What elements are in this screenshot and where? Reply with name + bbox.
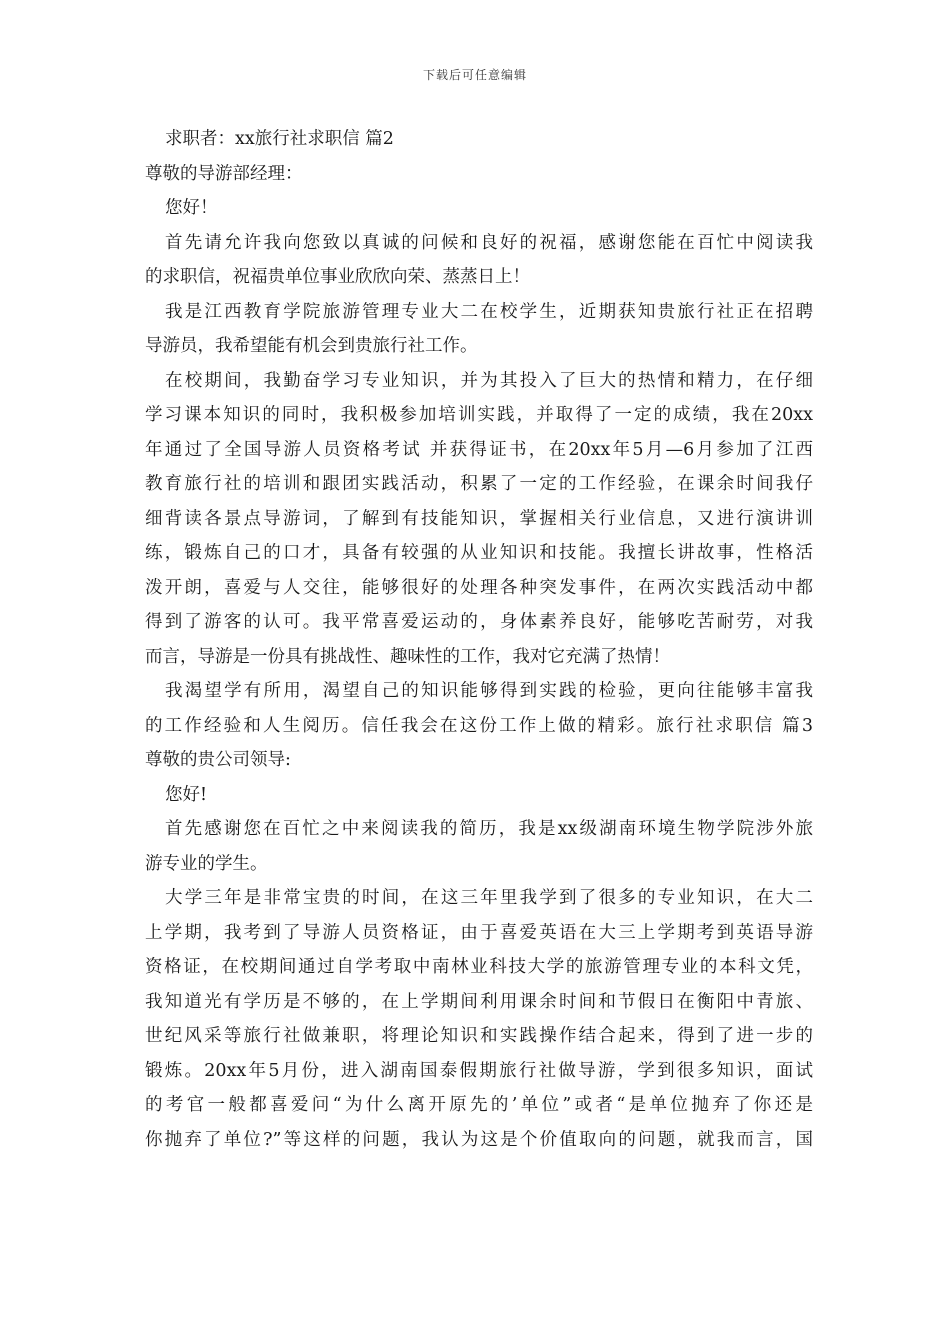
text-line: 细背读各景点导游词，了解到有技能知识，掌握相关行业信息，又进行演讲训 <box>145 508 813 529</box>
document-body <box>145 122 813 1157</box>
text-line: 年通过了全国导游人员资格考试 并获得证书，在20xx年5月—6月参加了江西 <box>145 439 813 460</box>
text-line: 世纪风采等旅行社做兼职，将理论知识和实践操作结合起来，得到了进一步的 <box>145 1026 813 1046</box>
text-line: 锻炼。20xx年5月份，进入湖南国泰假期旅行社做导游，学到很多知识，面试 <box>145 1060 813 1081</box>
text-line: 导游员，我希望能有机会到贵旅行社工作。 <box>145 336 478 356</box>
text-line: 我知道光有学历是不够的，在上学期间利用课余时间和节假日在衡阳中青旅、 <box>145 991 813 1012</box>
text-line: 我是江西教育学院旅游管理专业大二在校学生，近期获知贵旅行社正在招聘 <box>165 301 813 322</box>
page-header-note: 下载后可任意编辑 <box>422 68 527 82</box>
text-line: 学习课本知识的同时，我积极参加培训实践，并取得了一定的成绩，我在20xx <box>145 405 813 425</box>
text-line: 的求职信，祝福贵单位事业欣欣向荣、蒸蒸日上！ <box>145 267 530 287</box>
text-line: 在校期间，我勤奋学习专业知识，并为其投入了巨大的热情和精力，在仔细 <box>165 370 813 391</box>
text-line: 泼开朗，喜爱与人交往，能够很好的处理各种突发事件，在两次实践活动中都 <box>145 577 813 598</box>
text-line: 游专业的学生。 <box>145 853 268 874</box>
text-line: 尊敬的贵公司领导: <box>145 750 291 770</box>
text-line: 您好！ <box>165 198 218 218</box>
text-line: 首先请允许我向您致以真诚的问候和良好的祝福，感谢您能在百忙中阅读我 <box>165 232 813 253</box>
text-line: 大学三年是非常宝贵的时间，在这三年里我学到了很多的专业知识，在大二 <box>165 888 813 908</box>
text-line: 求职者：xx旅行社求职信 篇2 <box>165 129 394 149</box>
text-line: 上学期，我考到了导游人员资格证，由于喜爱英语在大三上学期考到英语导游 <box>145 922 813 943</box>
text-line: 我渴望学有所用，渴望自己的知识能够得到实践的检验，更向往能够丰富我 <box>165 681 813 701</box>
text-line: 得到了游客的认可。我平常喜爱运动的，身体素养良好，能够吃苦耐劳，对我 <box>145 612 813 632</box>
text-line: 首先感谢您在百忙之中来阅读我的简历，我是xx级湖南环境生物学院涉外旅 <box>165 819 813 839</box>
text-line: 教育旅行社的培训和跟团实践活动，积累了一定的工作经验，在课余时间我仔 <box>145 474 813 494</box>
text-line: 您好! <box>165 784 208 805</box>
text-line: 而言，导游是一份具有挑战性、趣味性的工作，我对它充满了热情！ <box>145 646 670 667</box>
text-line: 的考官一般都喜爱问“为什么离开原先的’单位”或者“是单位抛弃了你还是 <box>145 1095 813 1115</box>
text-line: 尊敬的导游部经理： <box>145 163 303 184</box>
text-line: 的工作经验和人生阅历。信任我会在这份工作上做的精彩。旅行社求职信 篇3 <box>145 715 813 736</box>
text-line: 练，锻炼自己的口才，具备有较强的从业知识和技能。我擅长讲故事，性格活 <box>145 543 813 563</box>
text-line: 你抛弃了单位?”等这样的问题，我认为这是个价值取向的问题，就我而言，国 <box>145 1129 813 1150</box>
text-line: 资格证，在校期间通过自学考取中南林业科技大学的旅游管理专业的本科文凭， <box>145 957 813 977</box>
